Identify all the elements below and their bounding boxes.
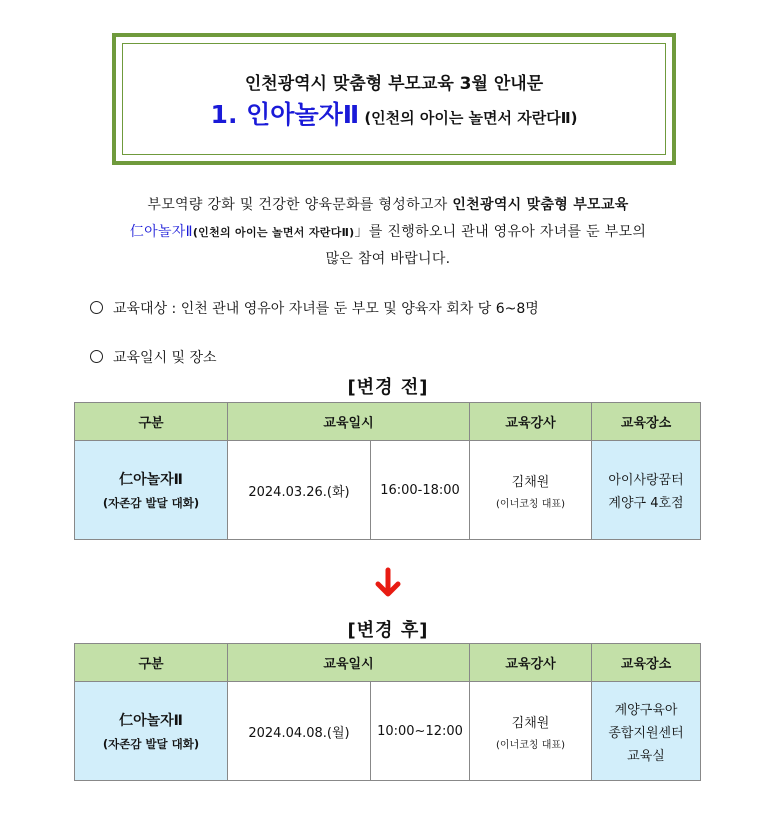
intro-program-subtitle: (인천의 아이는 놀면서 자란다Ⅱ): [192, 226, 355, 239]
program-name: 仁아놀자Ⅱ: [119, 472, 183, 488]
schedule-table-after: [74, 643, 701, 781]
header-place: 교육장소: [592, 644, 701, 682]
program-subtitle: (자존감 발달 대화): [102, 737, 200, 751]
program-cell: [75, 682, 228, 781]
intro-line-1: [80, 192, 696, 219]
title-box: [112, 33, 676, 165]
title-program-name: 1. 인아놀자Ⅱ: [210, 100, 360, 129]
intro-text-rest: 」를 진행하오니 관내 영유아 자녀를 둔 부모의: [354, 224, 647, 240]
intro-paragraph: [80, 192, 696, 273]
title-heading: 인천광역시 맞춤형 부모교육 3월 안내문: [244, 74, 544, 94]
schedule-table-before: [74, 402, 701, 540]
program-subtitle: (자존감 발달 대화): [102, 496, 200, 510]
date-cell: 2024.03.26.(화): [228, 441, 371, 540]
header-datetime: 교육일시: [228, 644, 470, 682]
program-name: 仁아놀자Ⅱ: [119, 713, 183, 729]
intro-line-2: [80, 219, 696, 246]
program-cell: [75, 441, 228, 540]
bullet-schedule-text: 교육일시 및 장소: [113, 350, 217, 366]
instructor-title: (이너코칭 대표): [496, 498, 565, 510]
header-category: 구분: [75, 644, 228, 682]
header-datetime: 교육일시: [228, 403, 470, 441]
table-header-row: [75, 644, 701, 682]
instructor-cell: [470, 682, 592, 781]
table-row: [75, 682, 701, 781]
table-header-row: [75, 403, 701, 441]
intro-program-name: 仁아놀자Ⅱ: [129, 224, 193, 240]
header-instructor: 교육강사: [470, 644, 592, 682]
title-program: [116, 95, 672, 131]
instructor-name: 김채원: [511, 715, 550, 731]
circle-bullet-icon: [90, 350, 103, 363]
red-down-arrow-icon: [372, 567, 404, 599]
intro-text: 부모역량 강화 및 건강한 양육문화를 형성하고자: [147, 197, 453, 213]
title-program-subtitle: (인천의 아이는 놀면서 자란다Ⅱ): [364, 109, 578, 127]
bullet-schedule: [90, 347, 217, 367]
time-cell: 16:00-18:00: [371, 441, 470, 540]
place-line: 아이사랑꿈터: [608, 473, 684, 488]
header-place: 교육장소: [592, 403, 701, 441]
header-category: 구분: [75, 403, 228, 441]
place-line: 계양구육아: [614, 702, 678, 718]
instructor-cell: [470, 441, 592, 540]
place-cell: [592, 441, 701, 540]
time-cell: 10:00~12:00: [371, 682, 470, 781]
place-line: 종합지원센터: [608, 725, 684, 741]
instructor-title: (이너코칭 대표): [496, 739, 565, 751]
section-title-before: [변경 전]: [347, 377, 429, 398]
instructor-name: 김채원: [511, 474, 550, 490]
intro-line-3: 많은 참여 바랍니다.: [325, 251, 451, 267]
place-cell: [592, 682, 701, 781]
place-line: 교육실: [627, 748, 665, 764]
place-line: 계양구 4호점: [608, 496, 684, 511]
date-cell: 2024.04.08.(월): [228, 682, 371, 781]
intro-bold-text: 인천광역시 맞춤형 부모교육: [452, 197, 629, 213]
circle-bullet-icon: [90, 301, 103, 314]
header-instructor: 교육강사: [470, 403, 592, 441]
bullet-target: [90, 298, 539, 318]
section-title-after: [변경 후]: [347, 620, 429, 641]
table-row: [75, 441, 701, 540]
bullet-target-text: 교육대상 : 인천 관내 영유아 자녀를 둔 부모 및 양육자 회차 당 6~8명: [113, 301, 539, 317]
